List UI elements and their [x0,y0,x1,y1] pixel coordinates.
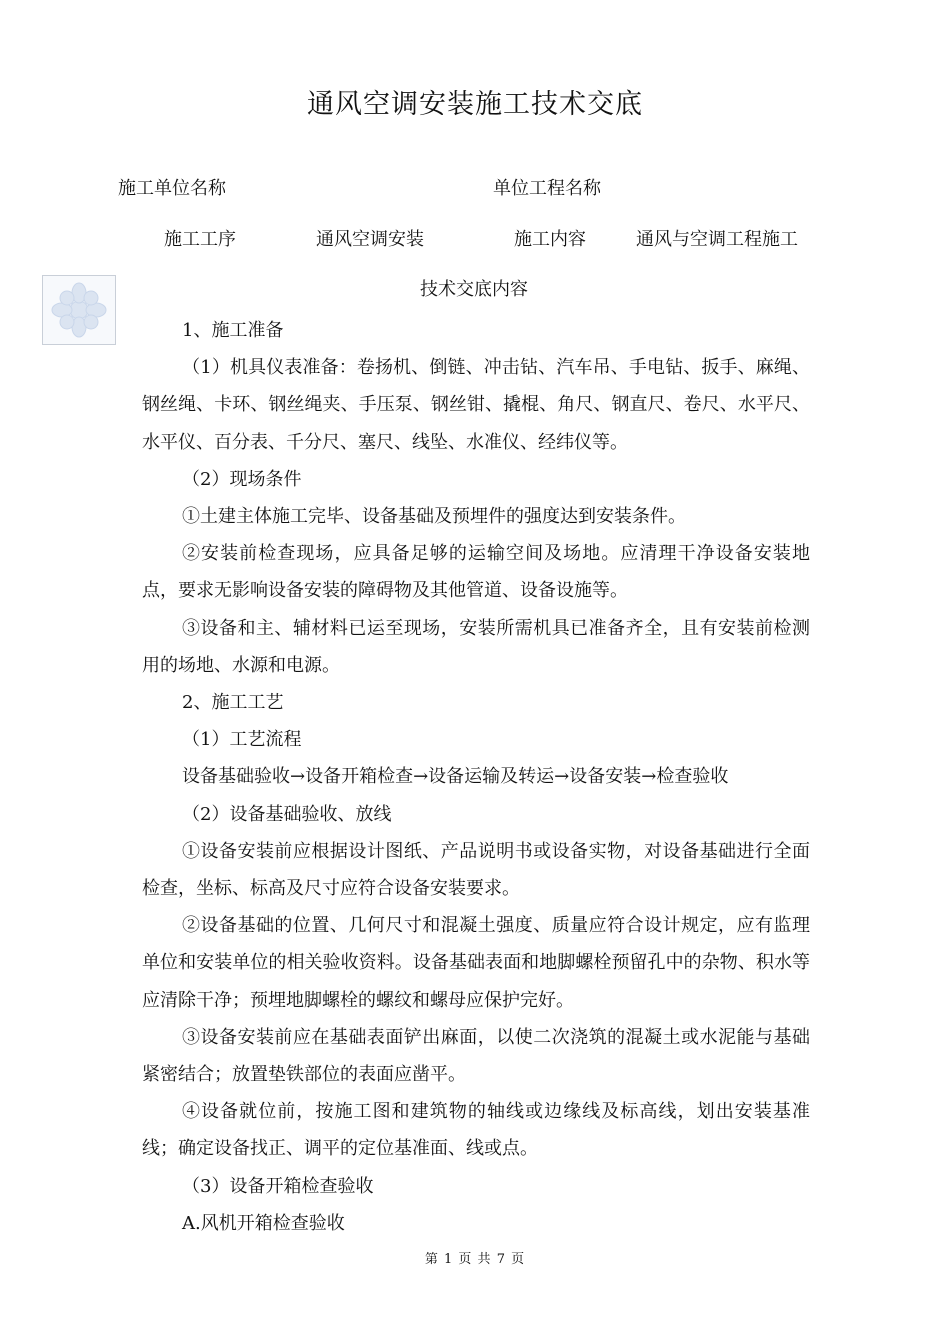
snowflake-icon [43,276,115,344]
tools-heading: （1）机具仪表准备： [182,357,357,379]
tools-paragraph [142,349,810,461]
tools-list: 卷扬机、倒链、冲击钻、汽车吊、手电钻、扳手、麻绳、钢丝绳、卡环、钢丝绳夹、手压泵、钢丝钳、撬棍、角尺、钢直尺、卷尺、水平尺、水平仪、百分表、千分尺、塞尺、线坠、水准仪、经纬仪等。 [142,357,811,453]
project-name-label: 单位工程名称 [493,178,601,199]
site-condition-1: ①土建主体施工完毕、设备基础及预埋件的强度达到安装条件。 [182,506,686,528]
content-label: 施工内容 [514,229,586,250]
foundation-heading: （2）设备基础验收、放线 [182,803,392,825]
process-value: 通风空调安装 [316,229,424,250]
content-value: 通风与空调工程施工 [636,229,798,250]
process-flow-text: 设备基础验收→设备开箱检查→设备运输及转运→设备安装→检查验收 [182,766,729,788]
foundation-item-2: ②设备基础的位置、几何尺寸和混凝土强度、质量应符合设计规定，应有监理单位和安装单位的相关验收资料。设备基础表面和地脚螺栓预留孔中的杂物、积水等应清除干净；预埋地脚螺栓的螺纹和螺母应保护完好。 [142,915,810,1011]
document-body [142,312,810,1242]
document-title: 通风空调安装施工技术交底 [307,89,643,120]
site-conditions-heading: （2）现场条件 [182,468,302,490]
construction-unit-label: 施工单位名称 [118,178,226,199]
site-condition-2: ②安装前检查现场，应具备足够的运输空间及场地。应清理干净设备安装地点，要求无影响设备安装的障碍物及其他管道、设备设施等。 [142,543,810,602]
foundation-item-3: ③设备安装前应在基础表面铲出麻面，以使二次浇筑的混凝土或水泥能与基础紧密结合；放置垫铁部位的表面应凿平。 [142,1026,810,1086]
foundation-item-4: ④设备就位前，按施工图和建筑物的轴线或边缘线及标高线，划出安装基准线；确定设备找正、调平的定位基准面、线或点。 [142,1101,810,1160]
watermark-logo [42,275,116,345]
foundation-item-1: ①设备安装前应根据设计图纸、产品说明书或设备实物，对设备基础进行全面检查，坐标、标高及尺寸应符合设备安装要求。 [142,840,810,900]
section-1-heading: 1、施工准备 [182,320,284,341]
process-flow-heading: （1）工艺流程 [182,729,302,751]
process-label: 施工工序 [164,229,236,250]
section-heading: 技术交底内容 [420,279,528,300]
site-condition-3: ③设备和主、辅材料已运至现场，安装所需机具已准备齐全，且有安装前检测用的场地、水源和电源。 [142,617,810,676]
fan-unboxing-subheading: A.风机开箱检查验收 [182,1212,345,1234]
unboxing-heading: （3）设备开箱检查验收 [182,1175,374,1197]
section-2-heading: 2、施工工艺 [182,692,284,714]
page-number: 第 1 页 共 7 页 [424,1252,526,1267]
